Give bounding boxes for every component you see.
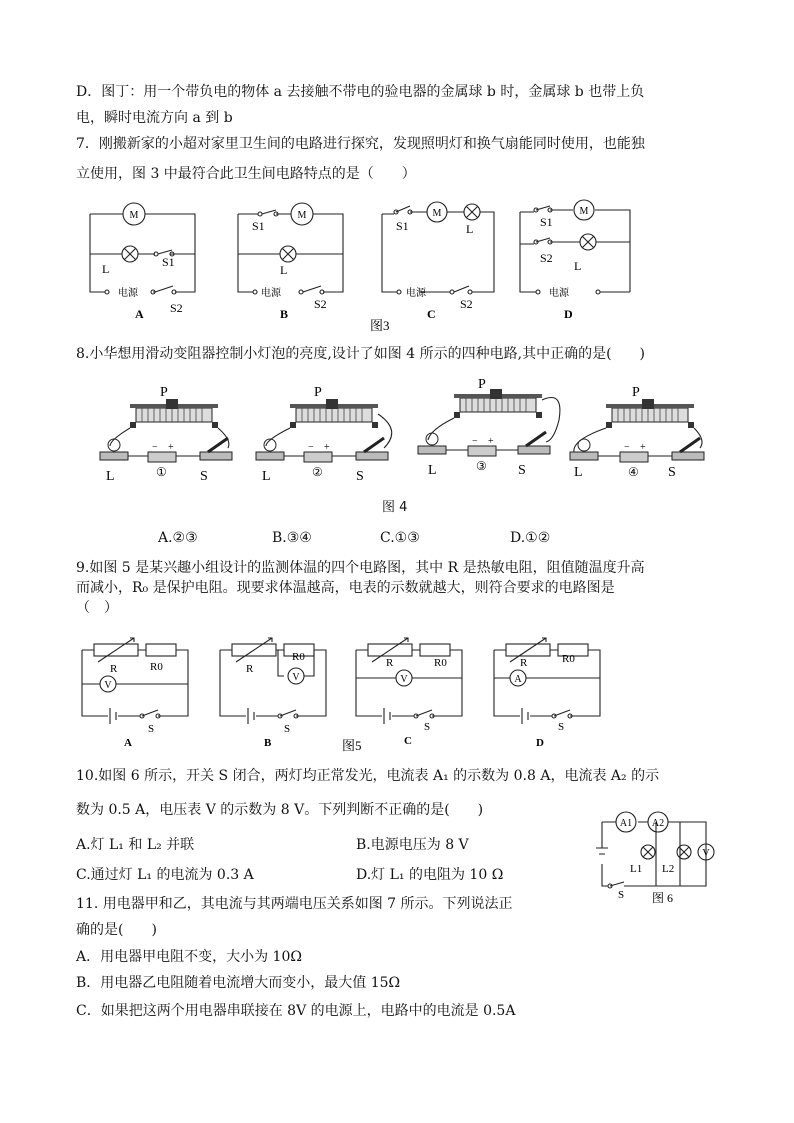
q9-line1: 9.如图 5 是某兴趣小组设计的监测体温的四个电路图，其中 R 是热敏电阻，阻值随温度升高 bbox=[76, 560, 645, 576]
fig4-circuit-3 bbox=[418, 377, 560, 478]
q10-option-d[interactable]: D.灯 L₁ 的电阻为 10 Ω bbox=[356, 867, 504, 883]
q8-option-c[interactable]: C.①③ bbox=[380, 530, 420, 546]
panel-label-a: A bbox=[135, 307, 144, 321]
svg-text:P: P bbox=[478, 377, 486, 392]
svg-text:V: V bbox=[702, 848, 710, 859]
svg-text:R0: R0 bbox=[150, 661, 163, 673]
q11-option-a[interactable]: A．用电器甲电阻不变，大小为 10Ω bbox=[76, 949, 302, 965]
figure-4: − + P L ① S P L ② S P L ③ S P L ④ S bbox=[96, 380, 716, 520]
q8-line1: 8.小华想用滑动变阻器控制小灯泡的亮度,设计了如图 4 所示的四种电路,其中正确的是( ) bbox=[76, 346, 645, 362]
svg-text:R: R bbox=[386, 657, 394, 669]
fig4-circuit-1 bbox=[100, 385, 232, 484]
circuit-num-3: ③ bbox=[476, 459, 487, 473]
q11-line2: 确的是( ) bbox=[76, 922, 157, 938]
q7-line1: 7．刚搬新家的小超对家里卫生间的电路进行探究，发现照明灯和换气扇能同时使用，也能独 bbox=[76, 136, 645, 152]
svg-text:M: M bbox=[579, 206, 589, 217]
q8-option-d[interactable]: D.①② bbox=[510, 530, 551, 546]
fig5-panel-c bbox=[356, 638, 462, 747]
svg-text:S: S bbox=[356, 469, 364, 484]
svg-text:S: S bbox=[148, 723, 155, 735]
fig5-panel-b bbox=[220, 638, 326, 749]
svg-text:M: M bbox=[432, 208, 442, 219]
fig3-panel-c bbox=[382, 202, 494, 321]
svg-text:S: S bbox=[668, 465, 676, 480]
circuit-num-2: ② bbox=[312, 465, 323, 479]
fig4-circuit-4 bbox=[570, 385, 704, 480]
q10-option-a[interactable]: A.灯 L₁ 和 L₂ 并联 bbox=[76, 837, 195, 853]
q9-line2: 而减小，R₀ 是保护电阻。现要求体温越高，电表的示数就越大，则符合要求的电路图是 bbox=[76, 580, 615, 596]
fig3-panel-b bbox=[238, 203, 343, 321]
svg-text:P: P bbox=[314, 385, 322, 400]
svg-text:S: S bbox=[518, 463, 526, 478]
q9-line3: （ ） bbox=[76, 600, 118, 616]
fig5-label-b: B bbox=[264, 737, 272, 749]
svg-text:A1: A1 bbox=[619, 818, 633, 829]
fig5-panel-d bbox=[494, 638, 600, 749]
fig5-panel-a bbox=[82, 638, 188, 749]
q11-option-c[interactable]: C．如果把这两个用电器串联接在 8V 的电源上，电路中的电流是 0.5A bbox=[76, 1003, 516, 1019]
svg-text:L: L bbox=[574, 465, 583, 480]
svg-text:M: M bbox=[297, 210, 307, 221]
svg-text:A2: A2 bbox=[651, 818, 665, 829]
lamp-label: L bbox=[102, 262, 110, 276]
svg-text:R: R bbox=[520, 657, 528, 669]
svg-text:R0: R0 bbox=[562, 653, 575, 665]
svg-text:L: L bbox=[428, 463, 437, 478]
svg-text:R: R bbox=[246, 663, 254, 675]
q6-line1: D．图丁：用一个带负电的物体 a 去接触不带电的验电器的金属球 b 时，金属球 b 也带上负 bbox=[76, 84, 645, 100]
panel-label-d: D bbox=[564, 307, 573, 321]
svg-text:L: L bbox=[106, 469, 115, 484]
q10-line1: 10.如图 6 所示，开关 S 闭合，两灯均正常发光，电流表 A₁ 的示数为 0.8 A，电流表 A₂ 的示 bbox=[76, 768, 660, 784]
q6-line2: 电，瞬时电流方向 a 到 b bbox=[76, 110, 233, 126]
svg-text:L: L bbox=[262, 469, 271, 484]
svg-text:L1: L1 bbox=[630, 863, 643, 875]
q10-option-b[interactable]: B.电源电压为 8 V bbox=[356, 837, 469, 853]
svg-text:P: P bbox=[632, 385, 640, 400]
s1-label: S1 bbox=[162, 255, 175, 269]
svg-text:V: V bbox=[292, 672, 300, 683]
svg-text:S: S bbox=[424, 721, 431, 733]
s2-label: S2 bbox=[170, 301, 183, 315]
q7-line2: 立使用，图 3 中最符合此卫生间电路特点的是（ ） bbox=[76, 166, 416, 182]
figure-3 bbox=[80, 196, 640, 336]
svg-text:L2: L2 bbox=[662, 863, 675, 875]
fig5-label-c: C bbox=[404, 735, 412, 747]
fig5-label-a: A bbox=[124, 737, 132, 749]
q8-option-a[interactable]: A.②③ bbox=[158, 530, 198, 546]
panel-label-c: C bbox=[427, 307, 436, 321]
svg-text:S2: S2 bbox=[540, 251, 553, 265]
svg-text:S: S bbox=[558, 721, 565, 733]
svg-text:L: L bbox=[466, 222, 474, 236]
svg-text:S: S bbox=[200, 469, 208, 484]
svg-text:电源: 电源 bbox=[261, 288, 281, 299]
svg-text:电源: 电源 bbox=[549, 288, 569, 299]
svg-text:L: L bbox=[574, 259, 582, 273]
power-label: 电源 bbox=[118, 288, 138, 299]
svg-text:S1: S1 bbox=[252, 219, 265, 233]
svg-text:S1: S1 bbox=[396, 219, 409, 233]
figure-5-caption: 图5 bbox=[342, 738, 362, 753]
fig4-circuit-2 bbox=[256, 385, 392, 484]
svg-text:V: V bbox=[104, 680, 112, 691]
figure-4-caption: 图 4 bbox=[382, 500, 408, 515]
svg-text:P: P bbox=[160, 385, 168, 400]
svg-text:S2: S2 bbox=[460, 297, 473, 311]
panel-label-b: B bbox=[280, 307, 289, 321]
svg-text:S: S bbox=[618, 889, 625, 901]
q11-line1: 11. 用电器甲和乙，其电流与其两端电压关系如图 7 所示。下列说法正 bbox=[76, 896, 513, 912]
svg-text:A: A bbox=[514, 674, 522, 685]
svg-text:L: L bbox=[280, 263, 288, 277]
q10-line2: 数为 0.5 A，电压表 V 的示数为 8 V。下列判断不正确的是( ) bbox=[76, 802, 484, 818]
figure-6-caption: 图 6 bbox=[652, 891, 674, 905]
svg-text:S1: S1 bbox=[540, 215, 553, 229]
fig3-panel-a bbox=[90, 203, 195, 321]
svg-text:电源: 电源 bbox=[406, 288, 426, 299]
svg-text:S: S bbox=[284, 723, 291, 735]
svg-text:R: R bbox=[110, 663, 118, 675]
svg-text:V: V bbox=[400, 674, 408, 685]
svg-text:R0: R0 bbox=[292, 651, 305, 663]
motor-label: M bbox=[129, 210, 139, 221]
svg-text:R0: R0 bbox=[434, 657, 447, 669]
fig3-panel-d bbox=[520, 200, 630, 321]
circuit-num-1: ① bbox=[156, 465, 167, 479]
figure-6 bbox=[596, 810, 726, 910]
q8-option-b[interactable]: B.③④ bbox=[272, 530, 312, 546]
fig5-label-d: D bbox=[536, 737, 544, 749]
figure-5 bbox=[80, 636, 610, 756]
q11-option-b[interactable]: B．用电器乙电阻随着电流增大而变小，最大值 15Ω bbox=[76, 975, 401, 991]
figure-3-caption: 图3 bbox=[370, 318, 390, 333]
circuit-num-4: ④ bbox=[628, 465, 639, 479]
q10-option-c[interactable]: C.通过灯 L₁ 的电流为 0.3 A bbox=[76, 867, 254, 883]
svg-text:S2: S2 bbox=[314, 297, 327, 311]
